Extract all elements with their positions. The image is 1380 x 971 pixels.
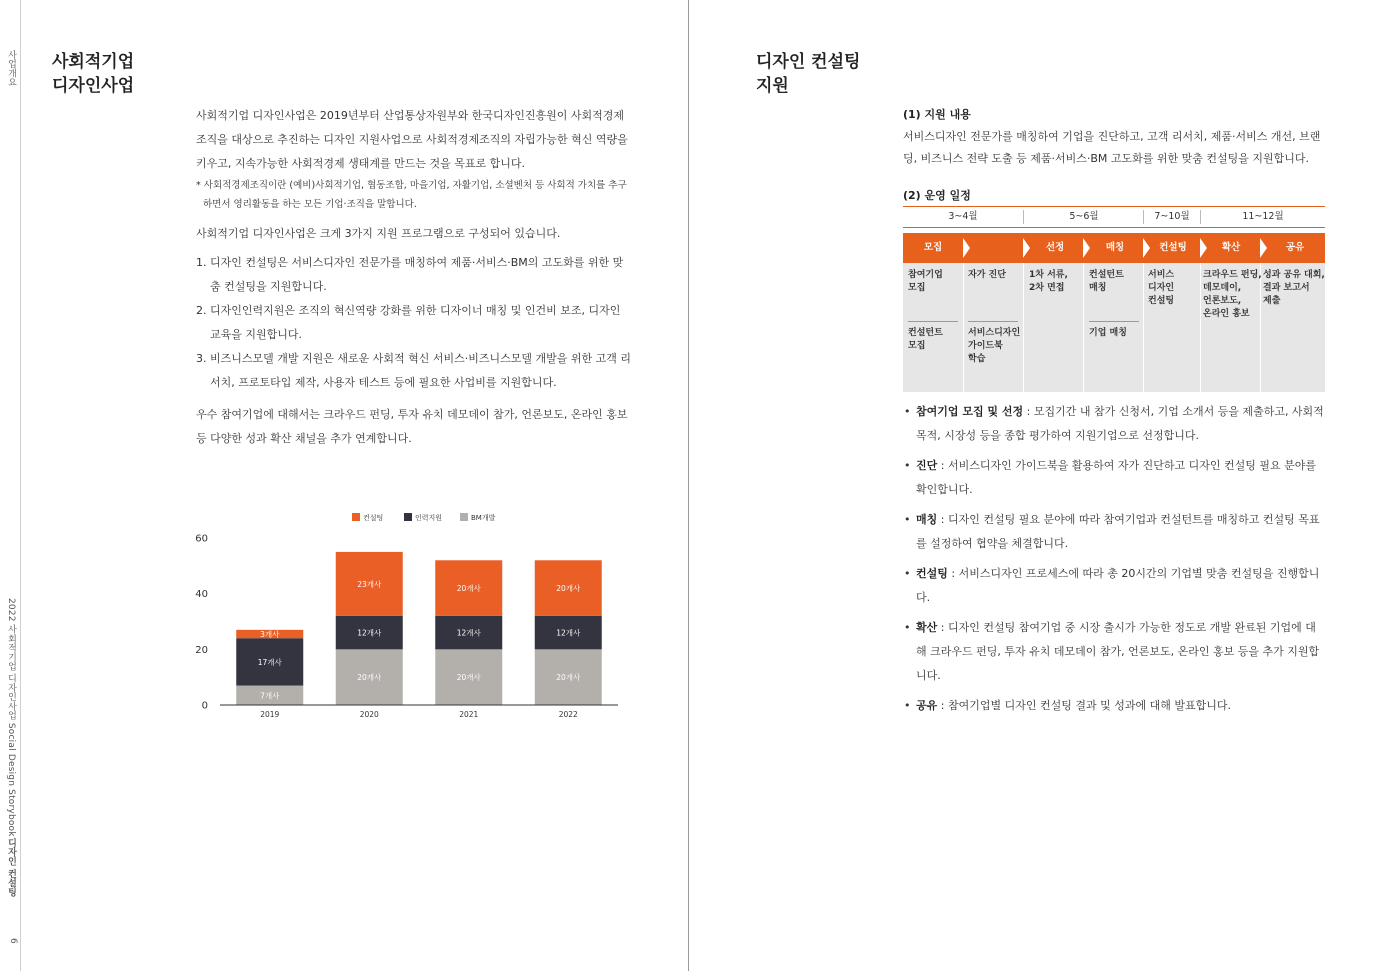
section2-heading: (2) 운영 일정	[903, 189, 971, 202]
footnote: * 사회적경제조직이란 (예비)사회적기업, 협동조합, 마을기업, 자활기업, 소셜벤처 등 사회적 가치를 추구하면서 영리활동을 하는 모든 기업·조직을 말합니다.	[196, 180, 627, 210]
bullet-item	[903, 454, 1325, 502]
program-item-2: 2. 디자인인력지원은 조직의 혁신역량 강화를 위한 디자이너 매칭 및 인건비 보조, 디자인 교육을 지원합니다.	[196, 304, 621, 341]
schedule-stage-bar	[903, 233, 1325, 263]
bullet-key: 매칭	[916, 513, 938, 526]
legend-swatch	[404, 513, 412, 521]
month-cell: 11~12월	[1242, 211, 1284, 222]
data-label: 20개사	[556, 673, 581, 683]
closing-paragraph: 우수 참여기업에 대해서는 크라우드 펀딩, 투자 유치 데모데이 참가, 언론보도, 온라인 홍보 등 다양한 성과 확산 채널을 추가 연계합니다.	[196, 408, 628, 445]
schedule-cell: 서비스디자인 가이드북 학습	[968, 328, 1021, 364]
bullet-key: 진단	[916, 459, 938, 472]
schedule-table	[903, 206, 1325, 392]
data-label: 7개사	[260, 691, 280, 701]
bullet-key: 컨설팅	[916, 567, 948, 580]
page-spine-divider	[688, 0, 689, 971]
bullet-text: : 디자인 컨설팅 필요 분야에 따라 참여기업과 컨설턴트를 매칭하고 컨설팅 목표를 설정하여 협약을 체결합니다.	[916, 513, 1320, 550]
month-cell: 3~4월	[948, 211, 978, 222]
y-tick-label: 0	[201, 700, 208, 712]
bullet-text: : 서비스디자인 가이드북을 활용하여 자가 진단하고 디자인 컨설팅 필요 분야를 확인합니다.	[916, 459, 1316, 496]
side-book-title: 2022 사회적기업 디자인사업 Social Design Storybook	[6, 598, 16, 837]
bullet-text: : 모집기간 내 참가 신청서, 기업 소개서 등을 제출하고, 사회적 목적, 시장성 등을 종합 평가하여 지원기업으로 선정합니다.	[916, 405, 1324, 442]
data-label: 12개사	[556, 628, 581, 638]
y-tick-label: 60	[195, 533, 208, 545]
stage-label: 선정	[1045, 242, 1065, 253]
page-number: 6	[8, 938, 18, 944]
legend-label: BM개발	[471, 514, 496, 522]
bullet-key: 참여기업 모집 및 선정	[916, 405, 1024, 418]
schedule-cell: 1차 서류, 2차 면접	[1029, 270, 1068, 293]
bullet-text: : 참여기업별 디자인 컨설팅 결과 및 성과에 대해 발표합니다.	[937, 699, 1231, 712]
x-tick-label: 2022	[558, 710, 578, 719]
month-cell: 7~10월	[1154, 211, 1190, 222]
chart-svg	[190, 505, 630, 730]
bullet-item	[903, 400, 1325, 448]
bullet-item	[903, 562, 1325, 610]
left-margin-rule	[20, 0, 21, 971]
intro-paragraph: 사회적기업 디자인사업은 2019년부터 산업통상자원부와 한국디자인진흥원이 사회적경제조직을 대상으로 추진하는 디자인 지원사업으로 사회적경제조직의 자립가능한 혁신 역량을 키우고, 지속가능한 사회적경제 생태계를 만드는 것을 목표로 합니다.	[196, 109, 628, 170]
y-tick-label: 20	[195, 644, 208, 656]
data-label: 20개사	[456, 673, 481, 683]
stage-label: 공유	[1285, 242, 1305, 253]
stacked-bar-chart	[190, 505, 630, 730]
section1-heading: (1) 지원 내용	[903, 108, 971, 121]
left-title-line2: 디자인사업	[52, 76, 135, 96]
data-label: 23개사	[357, 579, 382, 589]
process-bullet-list	[903, 400, 1325, 724]
schedule-cell: 컨설턴트 모집	[908, 328, 943, 351]
schedule-cell: 서비스 디자인 컨설팅	[1148, 270, 1175, 306]
support-content-section	[903, 104, 1325, 207]
program-item-3: 3. 비즈니스모델 개발 지원은 새로운 사회적 혁신 서비스·비즈니스모델 개발을 위한 고객 리서치, 프로토타입 제작, 사용자 테스트 등에 필요한 사업비를 지원합니다.	[196, 352, 631, 389]
legend-label: 컨설팅	[363, 514, 384, 522]
data-label: 17개사	[257, 657, 282, 667]
schedule-cell: 참여기업 모집	[908, 270, 943, 293]
schedule-cell: 성과 공유 대회, 결과 보고서 제출	[1263, 270, 1325, 306]
stage-label: 모집	[923, 242, 943, 253]
month-cell: 5~6월	[1069, 211, 1099, 222]
bullet-item	[903, 616, 1325, 688]
schedule-month-row	[903, 206, 1325, 228]
data-label: 12개사	[357, 628, 382, 638]
right-title-line1: 디자인 컨설팅	[756, 52, 861, 72]
stage-label: 컨설팅	[1159, 242, 1187, 253]
legend-swatch	[460, 513, 468, 521]
left-page-title	[52, 50, 134, 98]
program-intro: 사회적기업 디자인사업은 크게 3가지 지원 프로그램으로 구성되어 있습니다.	[196, 227, 561, 240]
legend-label: 인력지원	[415, 514, 443, 522]
schedule-details	[903, 263, 1325, 392]
bullet-item	[903, 694, 1325, 718]
program-item-1: 1. 디자인 컨설팅은 서비스디자인 전문가를 매칭하여 제품·서비스·BM의 고도화를 위한 맞춤 컨설팅을 지원합니다.	[196, 256, 624, 293]
bullet-key: 확산	[916, 621, 938, 634]
x-tick-label: 2019	[260, 710, 280, 719]
y-tick-label: 40	[195, 589, 208, 601]
schedule-cell: 크라우드 펀딩, 데모데이, 언론보도, 온라인 홍보	[1203, 270, 1262, 319]
stage-label: 확산	[1221, 242, 1241, 253]
x-tick-label: 2020	[359, 710, 379, 719]
chevron-right-icon	[963, 238, 970, 258]
schedule-cell: 자가 진단	[968, 270, 1006, 280]
bullet-key: 공유	[916, 699, 938, 712]
data-label: 3개사	[260, 630, 280, 640]
side-chapter-label: 디자인 컨설팅	[6, 838, 16, 897]
stage-label: 매칭	[1105, 242, 1125, 253]
data-label: 20개사	[456, 584, 481, 594]
left-body-text	[196, 104, 632, 451]
left-title-line1: 사회적기업	[52, 52, 135, 72]
schedule-cell: 기업 매칭	[1089, 328, 1127, 338]
schedule-cell: 컨설턴트 매칭	[1089, 270, 1124, 293]
data-label: 20개사	[556, 584, 581, 594]
x-tick-label: 2021	[459, 710, 479, 719]
side-section-label: 사업개요	[6, 50, 16, 87]
legend-swatch	[352, 513, 360, 521]
data-label: 12개사	[456, 628, 481, 638]
bullet-item	[903, 508, 1325, 556]
bullet-text: : 서비스디자인 프로세스에 따라 총 20시간의 기업별 맞춤 컨설팅을 진행합니다.	[916, 567, 1320, 604]
right-page-title	[756, 50, 860, 98]
right-title-line2: 지원	[756, 76, 789, 96]
bullet-text: : 디자인 컨설팅 참여기업 중 시장 출시가 가능한 정도로 개발 완료된 기업에 대해 크라우드 펀딩, 투자 유치 데모데이 참가, 언론보도, 온라인 홍보 등을 추가 지원합니다.	[916, 621, 1320, 682]
section1-text: 서비스디자인 전문가를 매칭하여 기업을 진단하고, 고객 리서치, 제품·서비스 개선, 브랜딩, 비즈니스 전략 도출 등 제품·서비스·BM 고도화를 위한 맞춤 컨설팅을 지원합니다.	[903, 130, 1321, 165]
data-label: 20개사	[357, 673, 382, 683]
